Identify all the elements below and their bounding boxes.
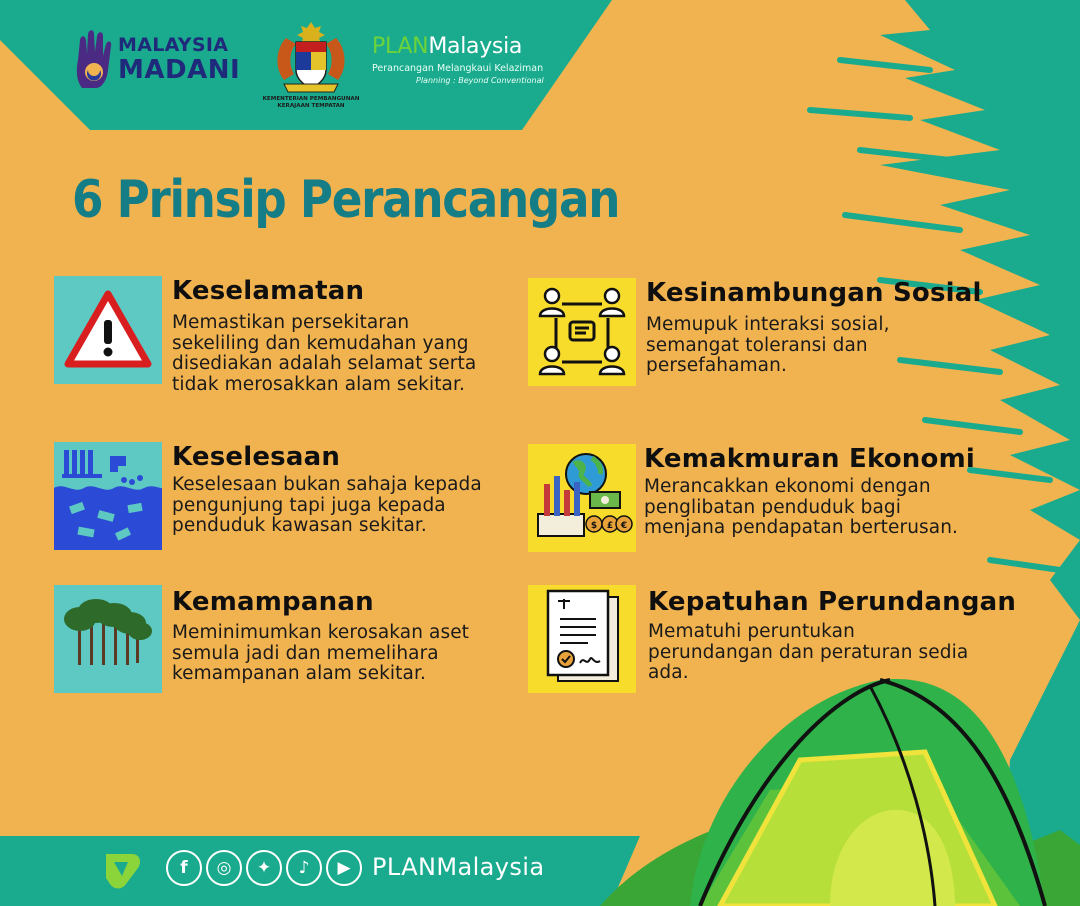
social-icons bbox=[166, 850, 362, 886]
tiktok-icon[interactable]: ♪ bbox=[286, 850, 322, 886]
principle-kepatuhan-perundangan bbox=[528, 585, 1018, 695]
principle-title: Kemampanan bbox=[172, 587, 374, 617]
svg-text:€: € bbox=[620, 521, 628, 531]
svg-text:$: $ bbox=[590, 521, 598, 531]
principle-description: Memastikan persekitaran sekeliling dan kemudahan yang disediakan adalah selamat serta tidak merosakkan alam sekitar. bbox=[172, 312, 477, 395]
facebook-icon[interactable]: f bbox=[166, 850, 202, 886]
madani-hand-icon bbox=[74, 30, 114, 90]
principle-title: Kemakmuran Ekonomi bbox=[644, 444, 975, 474]
svg-text:£: £ bbox=[606, 521, 614, 531]
principle-title: Kesinambungan Sosial bbox=[646, 278, 982, 308]
legal-document-icon bbox=[528, 585, 636, 693]
plan-tagline: Perancangan Melangkaui Kelaziman bbox=[372, 63, 544, 74]
principle-title: Kepatuhan Perundangan bbox=[648, 587, 1017, 617]
principle-title: Keselesaan bbox=[172, 442, 341, 472]
principle-description: Mematuhi peruntukan perundangan dan peraturan sedia ada. bbox=[648, 621, 969, 683]
principle-kesinambungan-sosial bbox=[528, 278, 998, 388]
madani-line2: MADANI bbox=[118, 55, 241, 85]
planmalaysia-footer-logo bbox=[98, 848, 144, 894]
principle-title: Keselamatan bbox=[172, 276, 365, 306]
economy-icon bbox=[528, 444, 636, 552]
madani-line1: MALAYSIA bbox=[118, 34, 229, 56]
principle-description: Merancakkan ekonomi dengan penglibatan penduduk bagi menjana pendapatan berterusan. bbox=[644, 476, 959, 538]
header-logos bbox=[0, 0, 620, 130]
principle-description: Keselesaan bukan sahaja kepada pengunjung tapi juga kepada penduduk kawasan sekitar. bbox=[172, 474, 482, 536]
footer-handle[interactable]: PLANMalaysia bbox=[372, 853, 545, 881]
waterfront-icon bbox=[54, 442, 162, 550]
plan-brand-a: PLAN bbox=[372, 34, 429, 59]
instagram-icon[interactable]: ◎ bbox=[206, 850, 242, 886]
principle-keselamatan bbox=[54, 276, 514, 395]
plan-subtagline: Planning : Beyond Conventional bbox=[416, 76, 544, 85]
coat-of-arms-icon bbox=[256, 18, 366, 96]
principle-description: Meminimumkan kerosakan aset semula jadi dan memelihara kemampanan alam sekitar. bbox=[172, 622, 470, 684]
kpkt-logo bbox=[256, 18, 366, 112]
trees-icon bbox=[54, 585, 162, 693]
principle-kemampanan bbox=[54, 585, 514, 695]
warning-sign-icon bbox=[54, 276, 162, 384]
youtube-icon[interactable]: ▶ bbox=[326, 850, 362, 886]
principle-kemakmuran-ekonomi bbox=[528, 444, 998, 554]
social-network-icon bbox=[528, 278, 636, 386]
page-title: 6 Prinsip Perancangan bbox=[72, 170, 620, 230]
planmalaysia-logo bbox=[372, 36, 552, 96]
principle-keselesaan bbox=[54, 442, 514, 552]
ministry-line2: KERAJAAN TEMPATAN bbox=[277, 102, 345, 109]
principle-description: Memupuk interaksi sosial, semangat toleransi dan persefahaman. bbox=[646, 314, 890, 376]
ministry-line1: KEMENTERIAN PEMBANGUNAN bbox=[262, 96, 360, 102]
plan-brand-b: Malaysia bbox=[428, 34, 523, 59]
malaysia-madani-logo bbox=[74, 30, 244, 92]
twitter-icon[interactable]: ✦ bbox=[246, 850, 282, 886]
